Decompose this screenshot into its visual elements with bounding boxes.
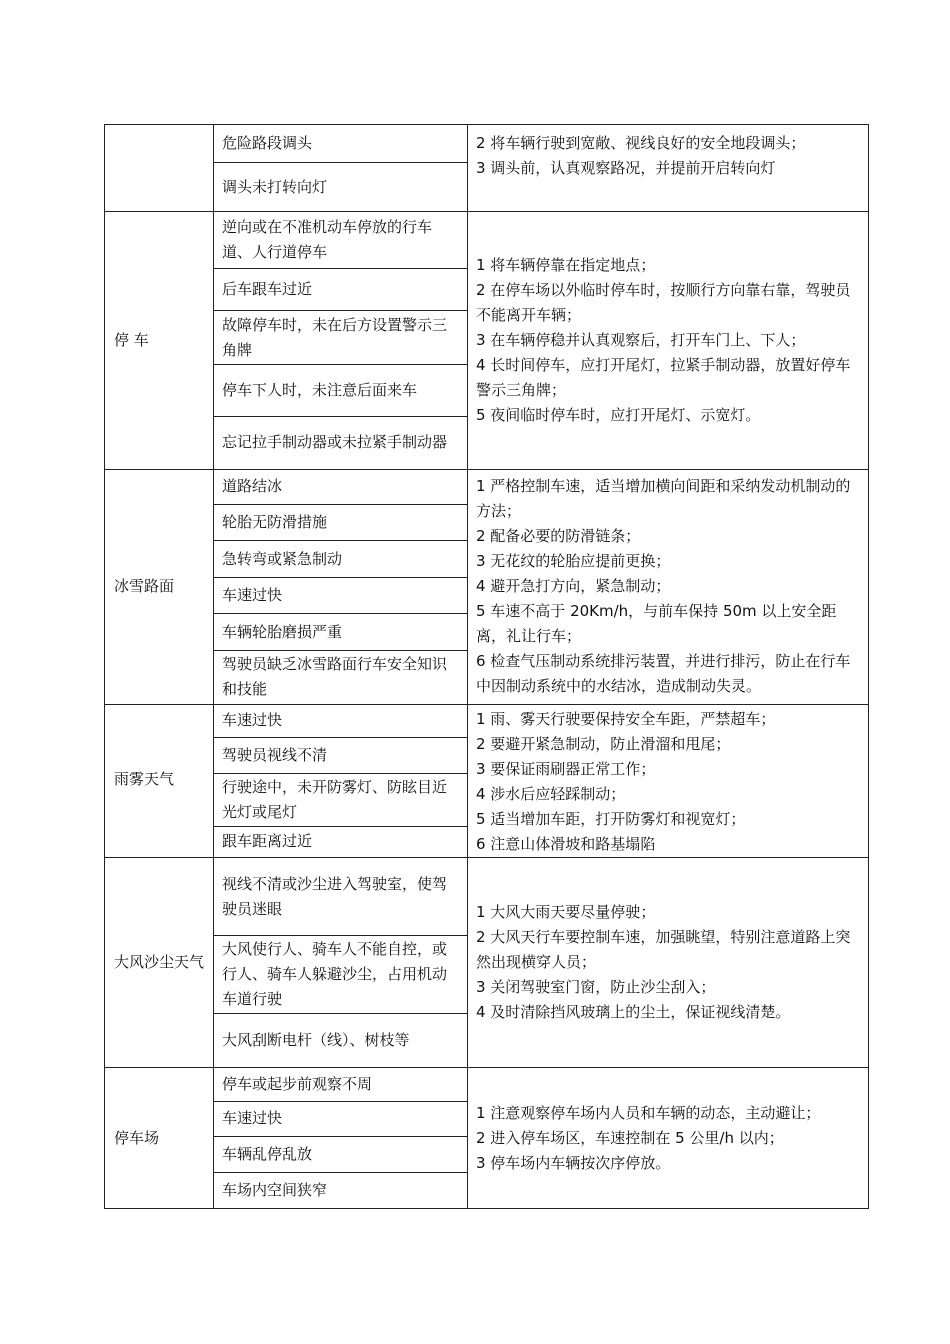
measure-item: 3 要保证雨刷器正常工作； [476, 759, 656, 778]
measures-cell [468, 125, 869, 212]
measure-item: 5 适当增加车距，打开防雾灯和视宽灯； [476, 809, 746, 828]
hazard-cell: 车场内空间狭窄 [214, 1172, 468, 1208]
measure-item: 3 在车辆停稳并认真观察后，打开车门上、下人； [476, 331, 806, 350]
hazard-cell: 视线不清或沙尘进入驾驶室，使驾驶员迷眼 [214, 857, 468, 935]
hazard-cell: 急转弯或紧急制动 [214, 541, 468, 578]
table-row [105, 1068, 869, 1101]
measure-item: 3 调头前，认真观察路况，并提前开启转向灯 [476, 159, 776, 177]
measure-item: 3 关闭驾驶室门窗，防止沙尘刮入； [476, 978, 716, 997]
hazard-cell: 大风使行人、骑车人不能自控，或行人、骑车人躲避沙尘，占用机动车道行驶 [214, 936, 468, 1014]
measure-item: 2 在停车场以外临时停车时，按顺行方向靠右靠，驾驶员不能离开车辆； [476, 281, 851, 325]
hazard-cell: 车速过快 [214, 704, 468, 737]
measure-item: 2 大风天行车要控制车速，加强眺望，特别注意道路上突然出现横穿人员； [476, 928, 851, 972]
measure-item: 1 将车辆停靠在指定地点； [476, 256, 656, 275]
hazard-cell: 车速过快 [214, 1101, 468, 1136]
measures-cell [468, 1068, 869, 1209]
hazard-cell: 后车跟车过近 [214, 269, 468, 311]
category-cell: 大风沙尘天气 [105, 857, 214, 1068]
measure-item: 1 注意观察停车场内人员和车辆的动态，主动避让； [476, 1103, 821, 1122]
measure-item: 6 检查气压制动系统排污装置，并进行排污，防止在行车中因制动系统中的水结冰，造成制动失灵。 [476, 651, 851, 695]
measure-item: 1 大风大雨天要尽量停驶； [476, 903, 656, 922]
measure-item: 5 夜间临时停车时，应打开尾灯、示宽灯。 [476, 406, 761, 425]
category-cell: 雨雾天气 [105, 704, 214, 857]
measure-item: 2 进入停车场区，车速控制在 5 公里/h 以内； [476, 1128, 784, 1147]
hazard-cell: 驾驶员缺乏冰雪路面行车安全知识和技能 [214, 651, 468, 704]
measure-item: 3 无花纹的轮胎应提前更换； [476, 551, 671, 570]
category-cell: 冰雪路面 [105, 469, 214, 704]
measure-item: 1 雨、雾天行驶要保持安全车距，严禁超车； [476, 709, 776, 728]
hazard-cell: 车辆乱停乱放 [214, 1136, 468, 1172]
hazard-cell: 故障停车时，未在后方设置警示三角牌 [214, 311, 468, 364]
category-cell: 停车场 [105, 1068, 214, 1209]
measures-cell [468, 212, 869, 470]
hazard-cell: 逆向或在不准机动车停放的行车道、人行道停车 [214, 212, 468, 269]
category-cell [105, 125, 214, 212]
measure-item: 4 避开急打方向，紧急制动； [476, 576, 671, 595]
hazard-cell: 忘记拉手制动器或未拉紧手制动器 [214, 416, 468, 469]
hazard-cell: 行驶途中，未开防雾灯、防眩目近光灯或尾灯 [214, 773, 468, 826]
measures-cell [468, 469, 869, 704]
table-row [105, 469, 869, 504]
hazard-cell: 跟车距离过近 [214, 826, 468, 857]
table-row [105, 125, 869, 163]
measure-item: 3 停车场内车辆按次序停放。 [476, 1153, 671, 1172]
hazard-cell: 停车或起步前观察不周 [214, 1068, 468, 1101]
measure-item: 1 严格控制车速，适当增加横向间距和采纳发动机制动的方法； [476, 476, 851, 520]
measures-cell [468, 704, 869, 857]
hazard-cell: 车辆轮胎磨损严重 [214, 614, 468, 651]
measure-item: 5 车速不高于 20Km/h，与前车保持 50m 以上安全距离，礼让行车； [476, 601, 837, 645]
category-cell: 停 车 [105, 212, 214, 470]
measure-item: 4 及时清除挡风玻璃上的尘土，保证视线清楚。 [476, 1003, 791, 1022]
hazard-cell: 驾驶员视线不清 [214, 737, 468, 773]
measure-item: 4 涉水后应轻踩制动； [476, 784, 626, 803]
measure-item: 4 长时间停车，应打开尾灯，拉紧手制动器，放置好停车警示三角牌； [476, 356, 851, 400]
measure-item: 2 要避开紧急制动，防止滑溜和甩尾； [476, 734, 731, 753]
table-body [105, 125, 869, 1209]
table-row [105, 704, 869, 737]
hazard-cell: 车速过快 [214, 578, 468, 614]
hazard-cell: 轮胎无防滑措施 [214, 505, 468, 541]
hazard-cell: 道路结冰 [214, 469, 468, 504]
hazard-cell: 调头未打转向灯 [214, 163, 468, 212]
measure-item: 2 将车辆行驶到宽敞、视线良好的安全地段调头； [476, 134, 806, 152]
table-row [105, 212, 869, 269]
measure-item: 6 注意山体滑坡和路基塌陷 [476, 834, 656, 853]
measures-cell [468, 857, 869, 1068]
table-row [105, 857, 869, 935]
measure-item: 2 配备必要的防滑链条； [476, 526, 641, 545]
hazard-cell: 大风刮断电杆（线）、树枝等 [214, 1014, 468, 1068]
hazard-cell: 停车下人时，未注意后面来车 [214, 364, 468, 416]
hazard-cell: 危险路段调头 [214, 125, 468, 163]
safety-measures-table [104, 124, 869, 1209]
